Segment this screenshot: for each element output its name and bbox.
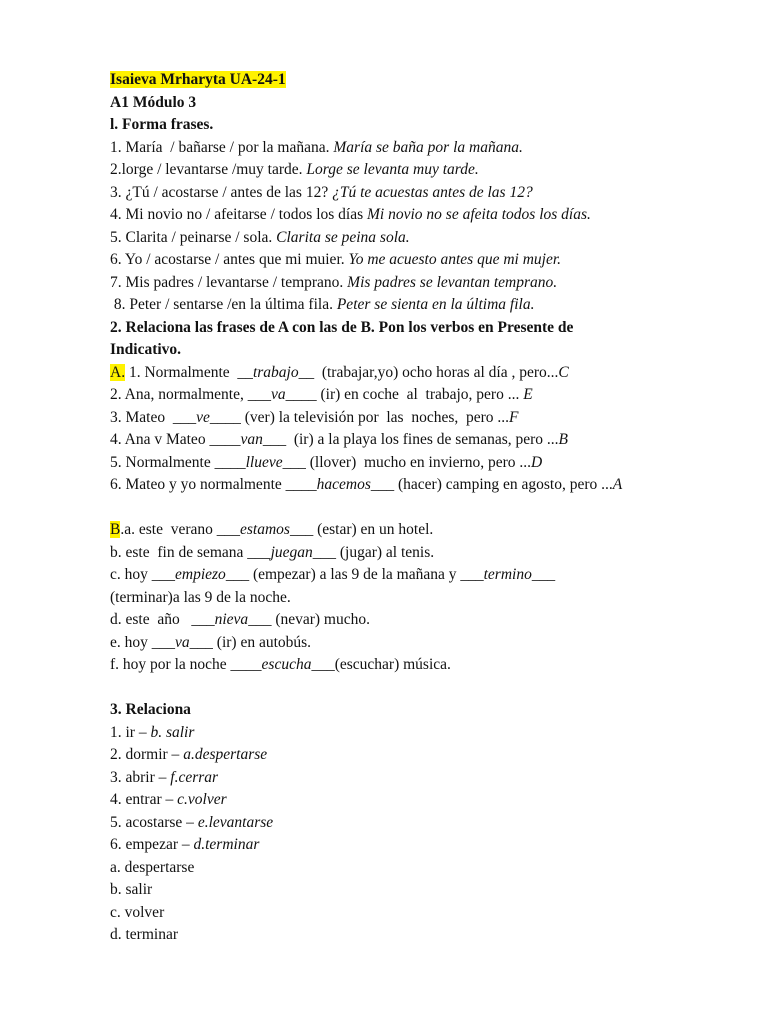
- list-item: c. hoy ___empiezo___ (empezar) a las 9 de la mañana y ___termino___: [110, 566, 556, 583]
- section3-title: 3. Relaciona: [110, 701, 191, 718]
- spacer: [110, 677, 750, 700]
- section1-list: [110, 137, 750, 317]
- section2-title-1: 2. Relaciona las frases de A con las de B. Pon los verbos en Presente de: [110, 318, 574, 336]
- document-page: [110, 69, 750, 947]
- a-label: A.: [110, 363, 126, 381]
- section1-title: l. Forma frases.: [110, 116, 214, 133]
- section3-pairs: [110, 722, 750, 857]
- list-item: 5. acostarse – e.levantarse: [110, 813, 274, 831]
- list-item: 6. empezar – d.terminar: [110, 836, 260, 853]
- list-item: 8. Peter / sentarse /en la última fila. Peter se sienta en la última fila.: [110, 296, 535, 313]
- list-item: 3. ¿Tú / acostarse / antes de las 12? ¿Tú te acuestas antes de las 12?: [110, 183, 533, 201]
- list-item: a. despertarse: [110, 858, 195, 876]
- list-item: B.a. este verano ___estamos___ (estar) en un hotel.: [110, 521, 434, 538]
- list-item: 4. Mi novio no / afeitarse / todos los días Mi novio no se afeita todos los días.: [110, 206, 591, 223]
- list-item: 1. María / bañarse / por la mañana. María se baña por la mañana.: [110, 138, 523, 156]
- list-item: 4. Ana v Mateo ____van___ (ir) a la playa los fines de semanas, pero ...B: [110, 431, 569, 448]
- list-item: A. 1. Normalmente __trabajo__ (trabajar,yo) ocho horas al día , pero...C: [110, 363, 569, 381]
- list-item: 2.lorge / levantarse /muy tarde. Lorge se levanta muy tarde.: [110, 161, 479, 178]
- list-item: 1. ir – b. salir: [110, 723, 195, 741]
- student-name: Isaieva Mrharyta UA-24-1: [110, 71, 286, 88]
- module-title: A1 Módulo 3: [110, 93, 197, 111]
- list-item: f. hoy por la noche ____escucha___(escuchar) música.: [110, 656, 451, 673]
- section2-title-2: Indicativo.: [110, 341, 182, 358]
- list-item: 5. Normalmente ____llueve___ (llover) mucho en invierno, pero ...D: [110, 453, 543, 471]
- list-item: 6. Mateo y yo normalmente ____hacemos___ (hacer) camping en agosto, pero ...A: [110, 476, 623, 493]
- list-item: 7. Mis padres / levantarse / temprano. Mis padres se levantan temprano.: [110, 273, 558, 291]
- list-item: e. hoy ___va___ (ir) en autobús.: [110, 633, 312, 651]
- list-item: d. este año ___nieva___ (nevar) mucho.: [110, 611, 370, 628]
- list-item: (terminar)a las 9 de la noche.: [110, 588, 291, 606]
- list-item: b. este fin de semana ___juegan___ (jugar) al tenis.: [110, 543, 435, 561]
- section2-a-list: [110, 362, 750, 497]
- list-item: 2. dormir – a.despertarse: [110, 746, 268, 763]
- list-item: d. terminar: [110, 926, 179, 943]
- section2-b-list: [110, 519, 750, 677]
- list-item: 3. abrir – f.cerrar: [110, 768, 219, 786]
- list-item: 3. Mateo ___ve____ (ver) la televisión por las noches, pero ...F: [110, 408, 519, 426]
- list-item: 4. entrar – c.volver: [110, 791, 227, 808]
- list-item: 6. Yo / acostarse / antes que mi muier. Yo me acuesto antes que mi mujer.: [110, 251, 562, 268]
- list-item: c. volver: [110, 903, 165, 921]
- b-label: B: [110, 521, 121, 538]
- header-line: [110, 69, 750, 92]
- section3-options: [110, 857, 750, 947]
- list-item: b. salir: [110, 881, 153, 898]
- spacer: [110, 497, 750, 520]
- list-item: 2. Ana, normalmente, ___va____ (ir) en coche al trabajo, pero ... E: [110, 386, 533, 403]
- list-item: 5. Clarita / peinarse / sola. Clarita se peina sola.: [110, 228, 410, 246]
